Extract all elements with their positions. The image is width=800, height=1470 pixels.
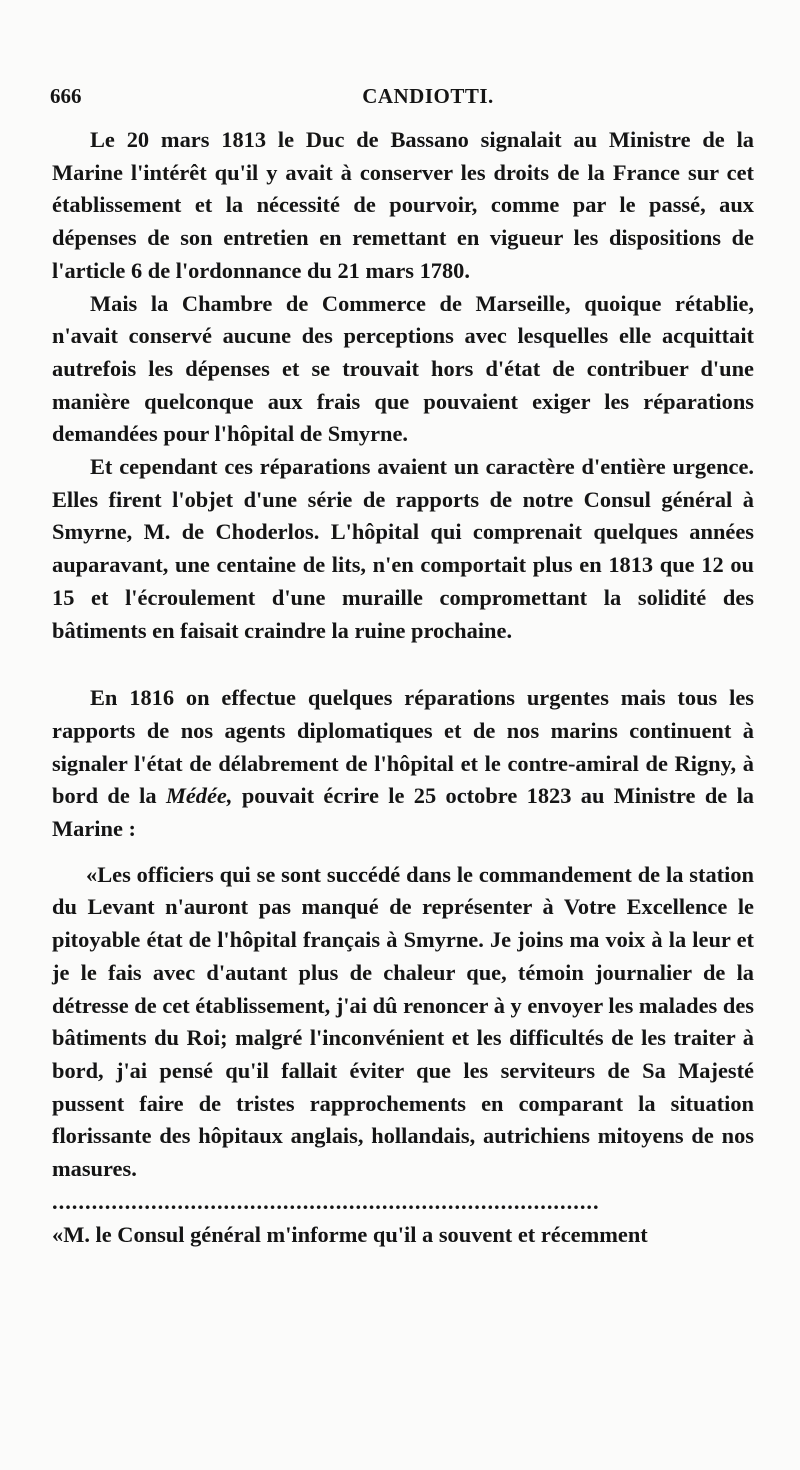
quote-paragraph-2: «M. le Consul général m'informe qu'il a souvent et récemment	[52, 1221, 648, 1247]
paragraph-4-text-start: En 1816 on effectue quelques réparations urgentes mais tous les rapports de nos agents diplomatiques et de nos marins continuent à signaler l'état de délabrement de l'hôpital et le contre-amiral de Rigny, à bord de la	[52, 685, 754, 809]
ellipsis-separator: ...................................................................................	[52, 1188, 600, 1214]
running-title: CANDIOTTI.	[362, 84, 494, 108]
page-number: 666	[50, 84, 82, 108]
ship-name: Médée,	[165, 783, 233, 809]
paragraph-3: Et cependant ces réparations avaient un caractère d'entière urgence. Elles firent l'objet d'une série de rapports de notre Consul général à Smyrne, M. de Choderlos. L'hôpital qui comprenait quelques années auparavant, une centaine de lits, n'en comportait plus en 1813 que 12 ou 15 et l'écroulement d'une muraille compromettant la solidité des bâtiments en faisait craindre la ruine prochaine.	[52, 454, 754, 643]
quote-paragraph-1: «Les officiers qui se sont succédé dans le commandement de la station du Levant n'auront pas manqué de représenter à Votre Excellence le pitoyable état de l'hôpital français à Smyrne. Je joins ma voix à la leur et je le fais avec d'autant plus de chaleur que, témoin journalier de la détresse de cet établissement, j'ai dû renoncer à y envoyer les malades des bâtiments du Roi; malgré l'inconvénient et les difficultés de les traiter à bord, j'ai pensé qu'il fallait éviter que les serviteurs de Sa Majesté pussent faire de tristes rapprochements en comparant la situation florissante des hôpitaux anglais, hollandais, autrichiens mitoyens de nos masures.	[52, 861, 754, 1182]
page-header	[50, 84, 756, 118]
paragraph-1: Le 20 mars 1813 le Duc de Bassano signalait au Ministre de la Marine l'intérêt qu'il y avait à conserver les droits de la France sur cet établissement et la nécessité de pourvoir, comme par le passé, aux dépenses de son entretien en remettant en vigueur les dispositions de l'article 6 de l'ordonnance du 21 mars 1780.	[52, 127, 754, 283]
paragraph-2: Mais la Chambre de Commerce de Marseille, quoique rétablie, n'avait conservé aucune des perceptions avec lesquelles elle acquittait autrefois les dépenses et se trouvait hors d'état de contribuer d'une manière quelconque aux frais que pouvaient exiger les réparations demandées pour l'hôpital de Smyrne.	[52, 290, 754, 447]
paragraph-4-text-end: pouvait écrire le 25 octobre 1823 au Ministre de la Marine :	[52, 783, 754, 842]
paragraph-4	[52, 682, 754, 846]
body-text	[52, 124, 754, 1251]
